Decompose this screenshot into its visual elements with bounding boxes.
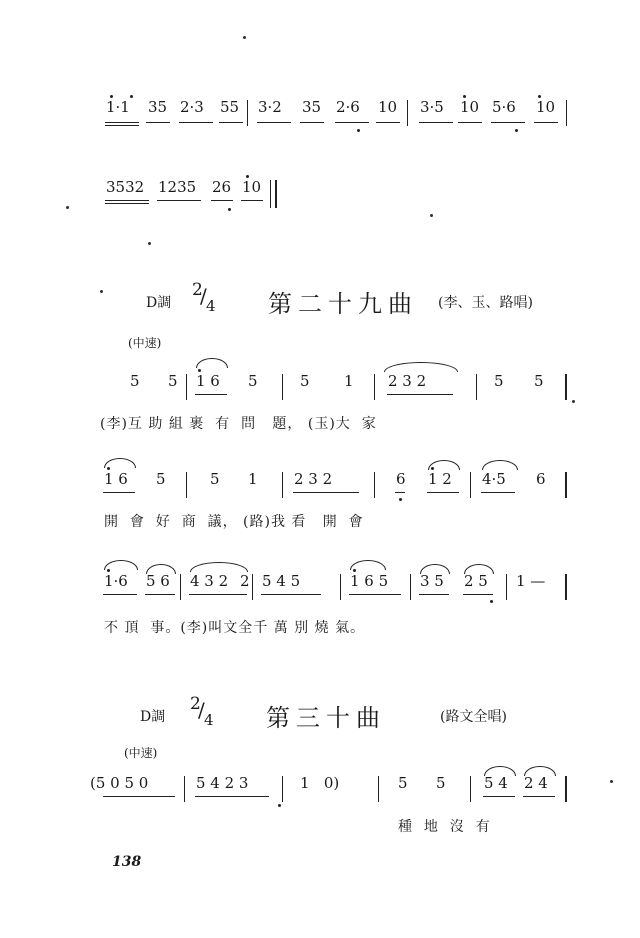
note: 5 4 2 3	[196, 774, 249, 792]
note-group: 35	[302, 98, 322, 116]
song-title: 第三十曲	[266, 704, 386, 732]
note: 5	[168, 372, 178, 390]
note: 5	[534, 372, 544, 390]
note: 4·5	[482, 470, 506, 488]
note: 5	[130, 372, 140, 390]
note-group: 26	[212, 178, 232, 196]
note-group: 10	[536, 98, 556, 116]
note-group: 10	[242, 178, 262, 196]
note: 5	[494, 372, 504, 390]
bar-line	[247, 100, 248, 126]
music-line-top-2	[0, 178, 640, 218]
note: 5 6	[146, 572, 170, 590]
note-group: 55	[220, 98, 240, 116]
note: 2 3 2	[388, 372, 427, 390]
note-group: 3532	[106, 178, 145, 196]
song29-lyrics-3: 不 頂 事。(李)叫文全千 萬 別 燒 氣。	[104, 620, 366, 636]
note-group: 3·2	[258, 98, 282, 116]
song29-notes-2	[0, 470, 640, 510]
note-group: 5·6	[492, 98, 516, 116]
note: 4 3 2	[190, 572, 229, 590]
note: 1 6 5	[350, 572, 389, 590]
song30-lyrics-1: 種 地 沒 有	[398, 819, 491, 835]
note-group: 1·1	[106, 98, 130, 116]
note-group: 10	[378, 98, 398, 116]
note: (5 0 5 0	[90, 774, 149, 792]
note: 2 5	[464, 572, 488, 590]
note-group: 2·6	[336, 98, 360, 116]
note-group: 2·3	[180, 98, 204, 116]
tempo-marking: (中速)	[128, 336, 162, 350]
note: 6	[396, 470, 406, 488]
singers: (路文全唱)	[440, 709, 507, 725]
key-signature: D調	[140, 709, 166, 725]
note: 5 4 5	[262, 572, 301, 590]
key-signature: D調	[146, 295, 172, 311]
note: 1 6	[196, 372, 220, 390]
song29-notes-1	[0, 372, 640, 412]
note: 5	[300, 372, 310, 390]
note: 1	[344, 372, 354, 390]
note-group: 3·5	[420, 98, 444, 116]
note: 5	[398, 774, 408, 792]
final-double-bar	[270, 180, 277, 208]
note: 1 —	[516, 572, 546, 590]
song29-lyrics-2: 開 會 好 商 議， (路)我 看 開 會	[104, 514, 364, 530]
note: 1 2	[428, 470, 452, 488]
note: 5	[210, 470, 220, 488]
song29-lyrics-1: (李)互 助 組 裹 有 問 題， (玉)大 家	[100, 416, 377, 432]
note: 5 4	[484, 774, 508, 792]
note-group: 35	[148, 98, 168, 116]
note: 5	[248, 372, 258, 390]
note: 1	[248, 470, 258, 488]
note: 1 0)	[300, 774, 340, 792]
song29-notes-3	[0, 572, 640, 612]
singers: (李、玉、路唱)	[438, 295, 533, 311]
note: 2	[240, 572, 250, 590]
note: 5	[156, 470, 166, 488]
page-number: 138	[112, 854, 142, 870]
song30-notes-1	[0, 774, 640, 814]
note-group: 1235	[158, 178, 197, 196]
note: 2 4	[524, 774, 548, 792]
note: 1·6	[104, 572, 128, 590]
bar-line	[407, 100, 408, 126]
note: 2 3 2	[294, 470, 333, 488]
note: 6	[536, 470, 546, 488]
tempo-marking: (中速)	[124, 746, 158, 760]
note: 1 6	[104, 470, 128, 488]
note-group: 10	[460, 98, 480, 116]
bar-line	[566, 100, 567, 126]
song-title: 第二十九曲	[268, 290, 418, 318]
note: 5	[436, 774, 446, 792]
music-line-top-1	[0, 98, 640, 138]
note: 3 5	[420, 572, 444, 590]
